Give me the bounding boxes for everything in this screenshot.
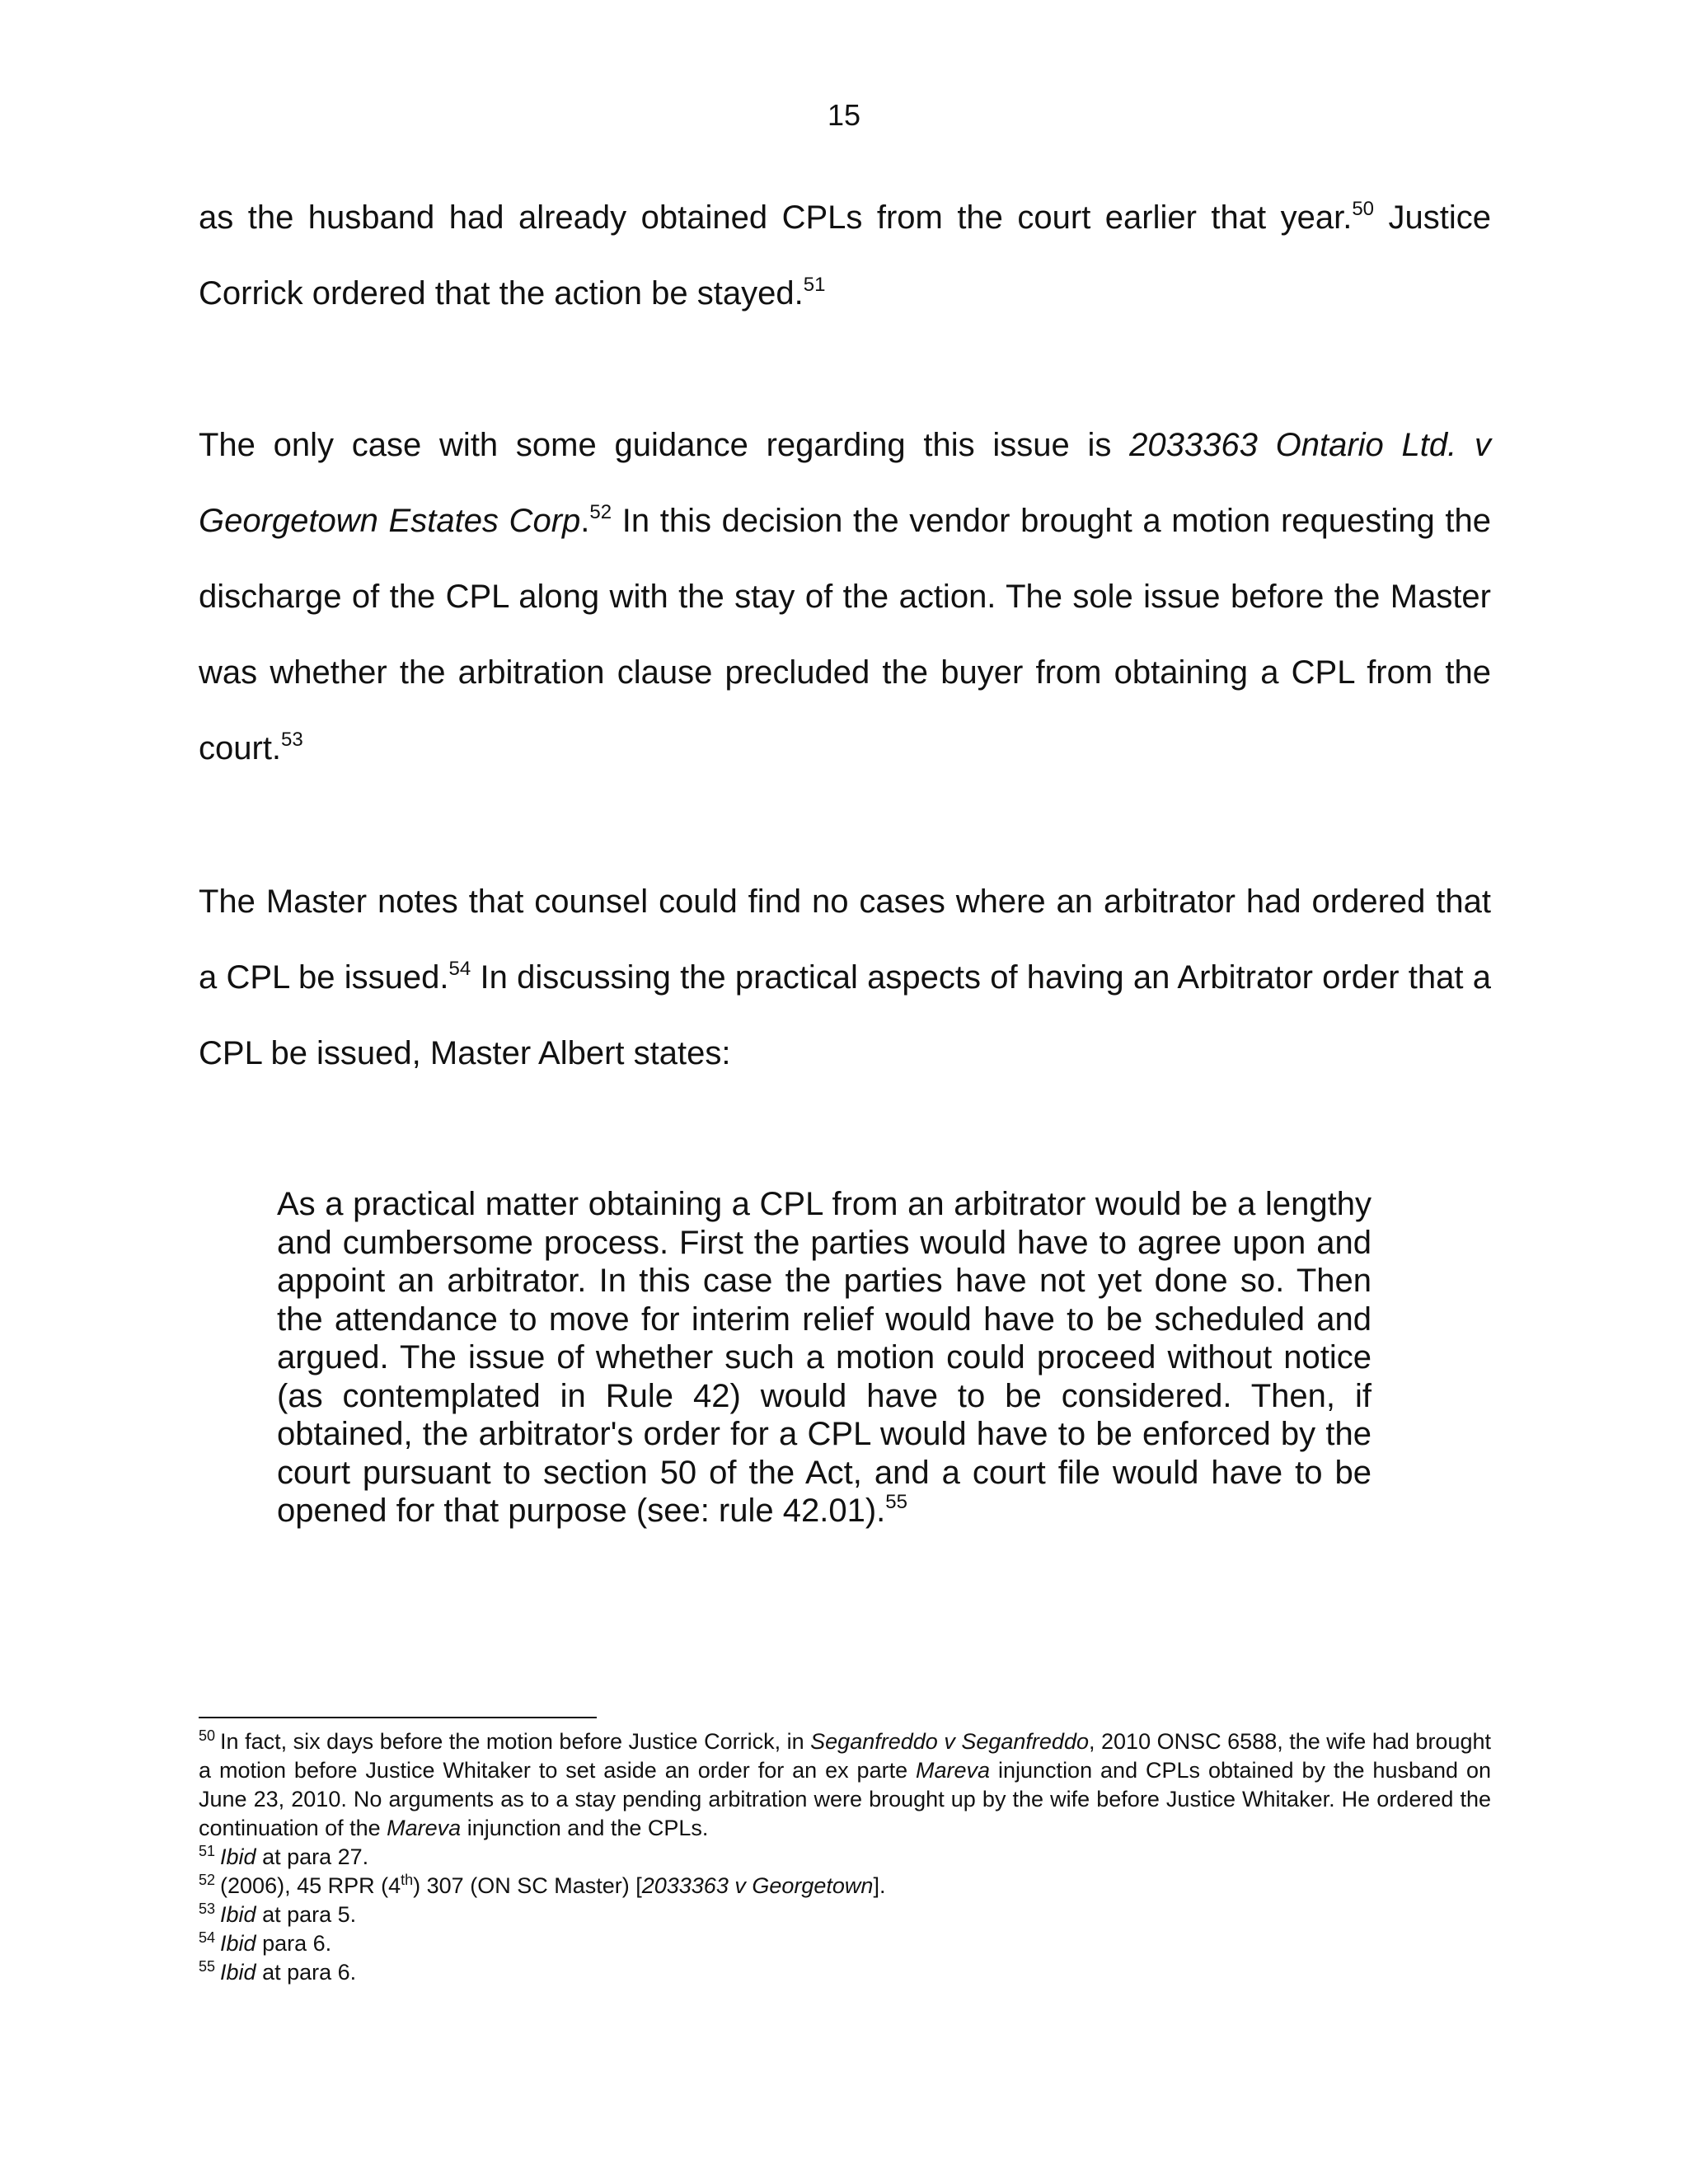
paragraph-2-text-a: The only case with some guidance regarding this issue is (199, 427, 1130, 463)
footnote-separator (199, 1717, 597, 1718)
footnote-number: 55 (199, 1958, 216, 1975)
footnote-text: , 2010 ONSC 6588, the wife had brought a motion before Justice Whitaker to set aside an order for an ex parte (199, 1729, 1491, 1783)
footnote-50 (199, 1727, 1491, 1843)
footnote-text: injunction and CPLs obtained by the husband on June 23, 2010. No arguments as to a stay pending arbitration were brought up by the wife before Justice Whitaker. He ordered the continuation of the (199, 1758, 1492, 1840)
footnote-51 (199, 1843, 1491, 1872)
footnote-text: injunction and the CPLs. (461, 1816, 709, 1840)
paragraph-2-text-b: . (580, 503, 590, 539)
footnote-number: 54 (199, 1929, 216, 1946)
footnote-55 (199, 1958, 1491, 1987)
term-mareva: Mareva (387, 1816, 462, 1840)
paragraph-2-text-c: In this decision the vendor brought a motion requesting the discharge of the CPL along with the stay of the action. The sole issue before the Master was whether the arbitration clause precluded the buyer from obtaining a CPL from the court. (199, 503, 1492, 766)
body-paragraph-3 (199, 864, 1491, 1091)
paragraph-3-text-a: The Master notes that counsel could find no cases where an arbitrator had ordered that a CPL be issued. (199, 883, 1491, 996)
term-mareva: Mareva (916, 1758, 991, 1783)
footnote-text: ) 307 (ON SC Master) [ (413, 1873, 642, 1898)
page-number: 15 (827, 98, 861, 132)
footnote-text: at para 6. (256, 1960, 357, 1985)
paragraph-1-text-a: as the husband had already obtained CPLs from the court earlier that year. (199, 199, 1353, 236)
term-ibid: Ibid (220, 1844, 256, 1869)
footnote-ref-50[interactable]: 50 (1352, 198, 1375, 220)
body-paragraph-2 (199, 407, 1491, 786)
footnote-ref-53[interactable]: 53 (281, 729, 303, 751)
ordinal-suffix: th (401, 1872, 414, 1888)
footnote-number: 51 (199, 1843, 216, 1859)
short-case-name: 2033363 v Georgetown (641, 1873, 874, 1898)
case-name-seganfreddo: Seganfreddo v Seganfreddo (810, 1729, 1089, 1754)
footnote-ref-52[interactable]: 52 (589, 501, 612, 523)
paragraph-1-text-b: Justice Corrick ordered that the action be stayed. (199, 199, 1491, 312)
footnote-53 (199, 1900, 1491, 1929)
footnote-number: 50 (199, 1727, 216, 1744)
footnote-54 (199, 1929, 1491, 1958)
block-quote (277, 1185, 1372, 1530)
footnote-52 (199, 1872, 1491, 1900)
footnote-text: (2006), 45 RPR (4 (220, 1873, 401, 1898)
paragraph-3-text-b: In discussing the practical aspects of having an Arbitrator order that a CPL be issued, Master Albert states: (199, 959, 1491, 1071)
footnote-text: at para 27. (256, 1844, 369, 1869)
body-paragraph-1 (199, 180, 1491, 331)
footnote-number: 53 (199, 1900, 216, 1917)
block-quote-text: As a practical matter obtaining a CPL from an arbitrator would be a lengthy and cumbersome process. First the parties would have to agree upon and appoint an arbitrator. In this case the parties have not yet done so. Then the attendance to move for interim relief would have to be scheduled and argued. The issue of whether such a motion could proceed without notice (as contemplated in Rule 42) would have to be considered. Then, if obtained, the arbitrator's order for a CPL would have to be enforced by the court pursuant to section 50 of the Act, and a court file would have to be opened for that purpose (see: rule 42.01). (277, 1186, 1372, 1529)
footnote-ref-54[interactable]: 54 (448, 958, 471, 980)
footnote-ref-55[interactable]: 55 (885, 1491, 907, 1513)
footnote-text: ]. (873, 1873, 886, 1898)
footnote-text: In fact, six days before the motion before Justice Corrick, in (220, 1729, 811, 1754)
footnote-text: para 6. (256, 1931, 332, 1956)
term-ibid: Ibid (220, 1902, 256, 1927)
footnotes-section (199, 1727, 1491, 1987)
term-ibid: Ibid (220, 1931, 256, 1956)
case-name-georgetown: 2033363 Ontario Ltd. v Georgetown Estates Corp (199, 427, 1491, 539)
footnote-number: 52 (199, 1872, 216, 1888)
term-ibid: Ibid (220, 1960, 256, 1985)
footnote-ref-51[interactable]: 51 (803, 274, 826, 296)
footnote-text: at para 5. (256, 1902, 357, 1927)
